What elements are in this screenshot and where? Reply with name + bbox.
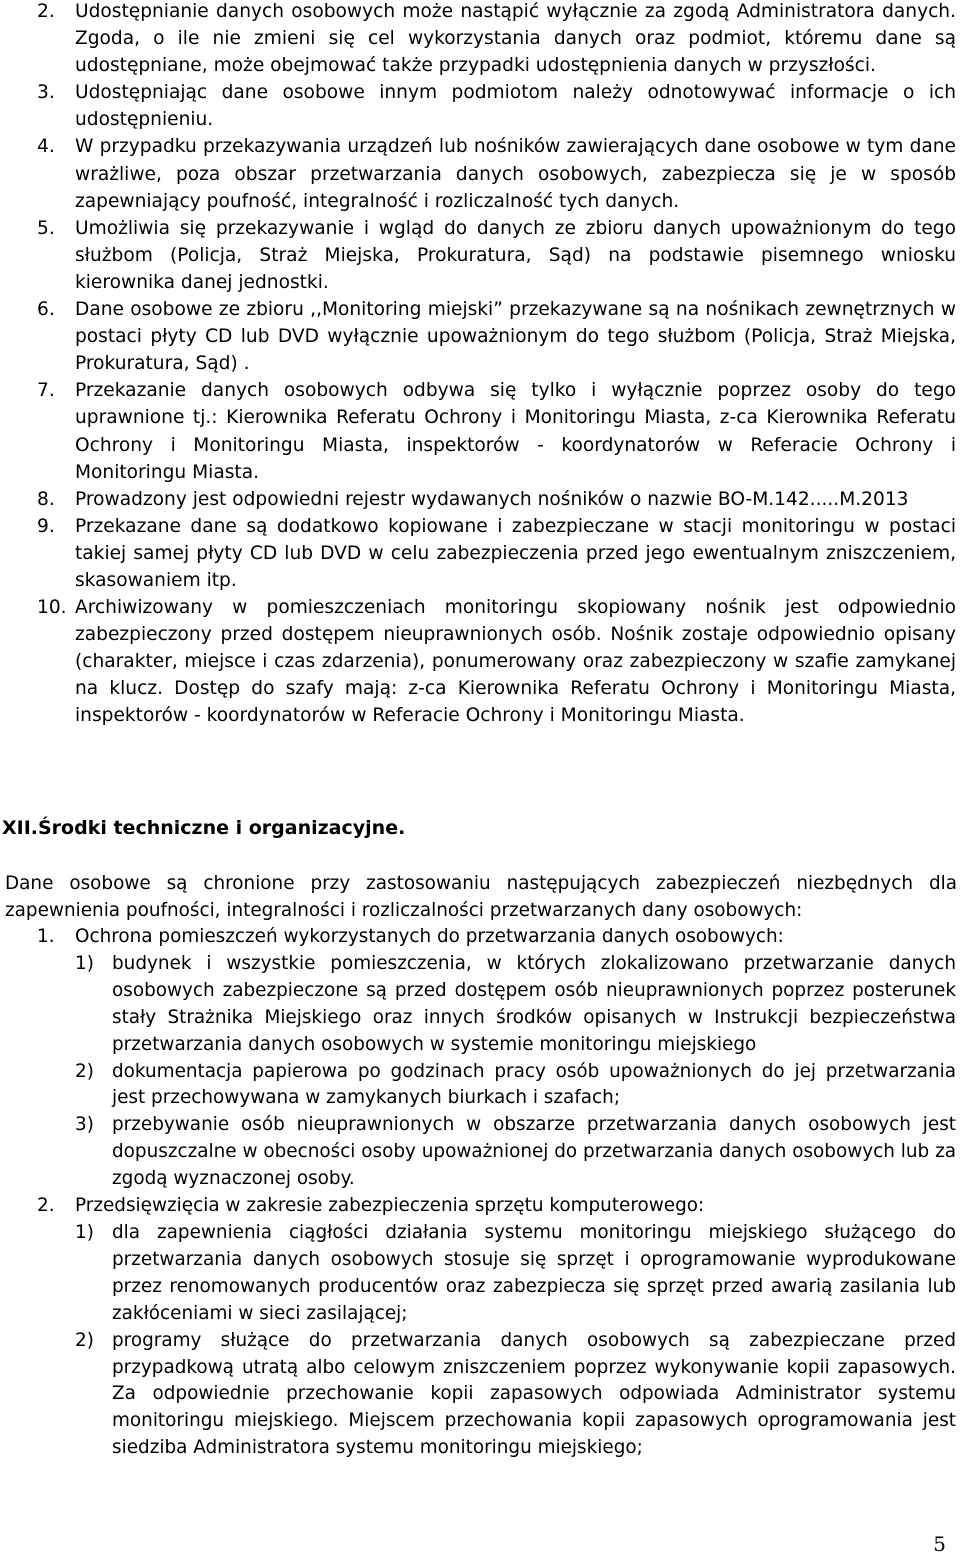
list-item-number: 6. — [37, 299, 55, 321]
list-item — [0, 1193, 960, 1220]
list-item-text: programy służące do przetwarzania danych osobowych są zabezpieczane przed przypadkową utratą albo celowym zniszczeniem poprzez wykonywanie kopii zapasowych. Za odpowiednie przechowanie kopii zapasowych odpowiada Administrator systemu monitoringu miejskiego. Miejscem przechowania kopii zapasowych oprogramowania jest siedziba Administratora systemu monitoringu miejskiego; — [112, 1329, 956, 1459]
list-item — [0, 594, 960, 729]
list-item-number: 4. — [37, 136, 55, 158]
section-title: Środki techniczne i organizacyjne. — [38, 817, 406, 839]
list-item — [0, 486, 960, 513]
list-item — [0, 79, 960, 133]
sub-list-item — [0, 1112, 960, 1193]
list-item-text: W przypadku przekazywania urządzeń lub nośników zawierających dane osobowe w tym dane wrażliwe, poza obszar przetwarzania danych osobowych, zabezpiecza się je w sposób zapewniający poufność, integralność i rozliczalność tych danych. — [75, 136, 956, 212]
list-item-text: Umożliwia się przekazywanie i wgląd do danych ze zbioru danych upoważnionym do tego służbom (Policja, Straż Miejska, Prokuratura, Sąd) na podstawie pisemnego wniosku kierownika danej jednostki. — [75, 217, 956, 293]
list-item-text: Ochrona pomieszczeń wykorzystanych do przetwarzania danych osobowych: — [75, 926, 784, 947]
list-item-number: 1) — [75, 952, 94, 974]
list-item-number: 2. — [37, 1195, 55, 1217]
list-item-text: Przekazane dane są dodatkowo kopiowane i zabezpieczane w stacji monitoringu w postaci takiej samej płyty CD lub DVD w celu zabezpieczenia przed jego ewentualnym zniszczeniem, skasowaniem itp. — [75, 515, 956, 591]
list-item-text: Prowadzony jest odpowiedni rejestr wydawanych nośników o nazwie BO-M.142.....M.2013 — [75, 488, 909, 510]
list-item-number: 7. — [37, 380, 55, 402]
list-item-number: 2) — [75, 1060, 94, 1082]
list-item-text: Archiwizowany w pomieszczeniach monitoringu skopiowany nośnik jest odpowiednio zabezpieczony przed dostępem nieuprawnionych osób. Nośnik zostaje odpowiednio opisany (charakter, miejsce i czas zdarzenia), ponumerowany oraz zabezpieczony w szafie zamykanej na klucz. Dostęp do szafy mają: z-ca Kierownika Referatu Ochrony i Monitoringu Miasta, inspektorów - koordynatorów w Referacie Ochrony i Monitoringu Miasta. — [75, 597, 956, 727]
list-item — [0, 377, 960, 485]
list-item-number: 5. — [37, 217, 55, 239]
list-item — [0, 0, 960, 79]
list-item-number: 2. — [37, 1, 55, 22]
list-item-number: 1. — [37, 926, 55, 947]
list-item-number: 8. — [37, 488, 55, 510]
list-item — [0, 215, 960, 296]
sub-list-item — [0, 951, 960, 1059]
list-item-text: Udostępniając dane osobowe innym podmiotom należy odnotowywać informacje o ich udostępnieniu. — [75, 82, 956, 131]
list-item-number: 1) — [75, 1221, 94, 1243]
safeguards-list — [0, 924, 960, 1462]
list-item-number: 9. — [37, 515, 55, 537]
list-item-number: 3) — [75, 1114, 94, 1136]
list-item-number: 2) — [75, 1329, 94, 1351]
sub-list-item — [0, 1220, 960, 1328]
procedure-list — [0, 0, 960, 730]
section-number: XII. — [2, 817, 39, 839]
list-item-number: 3. — [37, 82, 55, 104]
list-item-text: przebywanie osób nieuprawnionych w obszarze przetwarzania danych osobowych jest dopuszczalne w obecności osoby upoważnionej do przetwarzania danych osobowych lub za zgodą wyznaczonej osoby. — [112, 1114, 956, 1190]
page-number: 5 — [933, 1532, 946, 1556]
list-item — [0, 513, 960, 594]
list-item — [0, 924, 960, 951]
section-intro-paragraph: Dane osobowe są chronione przy zastosowaniu następujących zabezpieczeń niezbędnych dla zapewnienia poufności, integralności i rozliczalności przetwarzanych dany osobowych: — [5, 873, 957, 921]
list-item-text: Udostępnianie danych osobowych może nastąpić wyłącznie za zgodą Administratora danych. Zgoda, o ile nie zmieni się cel wykorzystania danych oraz podmiot, któremu dane są udostępniane, może obejmować także przypadki udostępnienia danych w przyszłości. — [75, 1, 956, 77]
list-item-text: budynek i wszystkie pomieszczenia, w których zlokalizowano przetwarzanie danych osobowych zabezpieczone są przed dostępem osób nieuprawnionych poprzez posterunek stały Strażnika Miejskiego oraz innych środków opisanych w Instrukcji bezpieczeństwa przetwarzania danych osobowych w systemie monitoringu miejskiego — [112, 952, 956, 1055]
sub-list-item — [0, 1328, 960, 1463]
list-item — [0, 296, 960, 377]
sub-list-item — [0, 1059, 960, 1113]
list-item-text: Przedsięwzięcia w zakresie zabezpieczenia sprzętu komputerowego: — [75, 1195, 705, 1217]
list-item — [0, 133, 960, 214]
list-item-text: Dane osobowe ze zbioru ,,Monitoring miejski” przekazywane są na nośnikach zewnętrznych w postaci płyty CD lub DVD wyłącznie upoważnionym do tego służbom (Policja, Straż Miejska, Prokuratura, Sąd) . — [75, 299, 956, 375]
list-item-text: dla zapewnienia ciągłości działania systemu monitoringu miejskiego służącego do przetwarzania danych osobowych stosuje się sprzęt i oprogramowanie wyprodukowane przez renomowanych producentów oraz zabezpiecza się sprzęt przed awarią zasilania lub zakłóceniami w sieci zasilającej; — [112, 1221, 956, 1324]
list-item-text: dokumentacja papierowa po godzinach pracy osób upoważnionych do jej przetwarzania jest przechowywana w zamykanych biurkach i szafach; — [112, 1060, 956, 1109]
section-heading — [2, 814, 405, 842]
list-item-text: Przekazanie danych osobowych odbywa się tylko i wyłącznie poprzez osoby do tego uprawnione tj.: Kierownika Referatu Ochrony i Monitoringu Miasta, z-ca Kierownika Referatu Ochrony i Monitoringu Miasta, inspektorów - koordynatorów w Referacie Ochrony i Monitoringu Miasta. — [75, 380, 956, 483]
list-item-number: 10. — [37, 597, 67, 619]
